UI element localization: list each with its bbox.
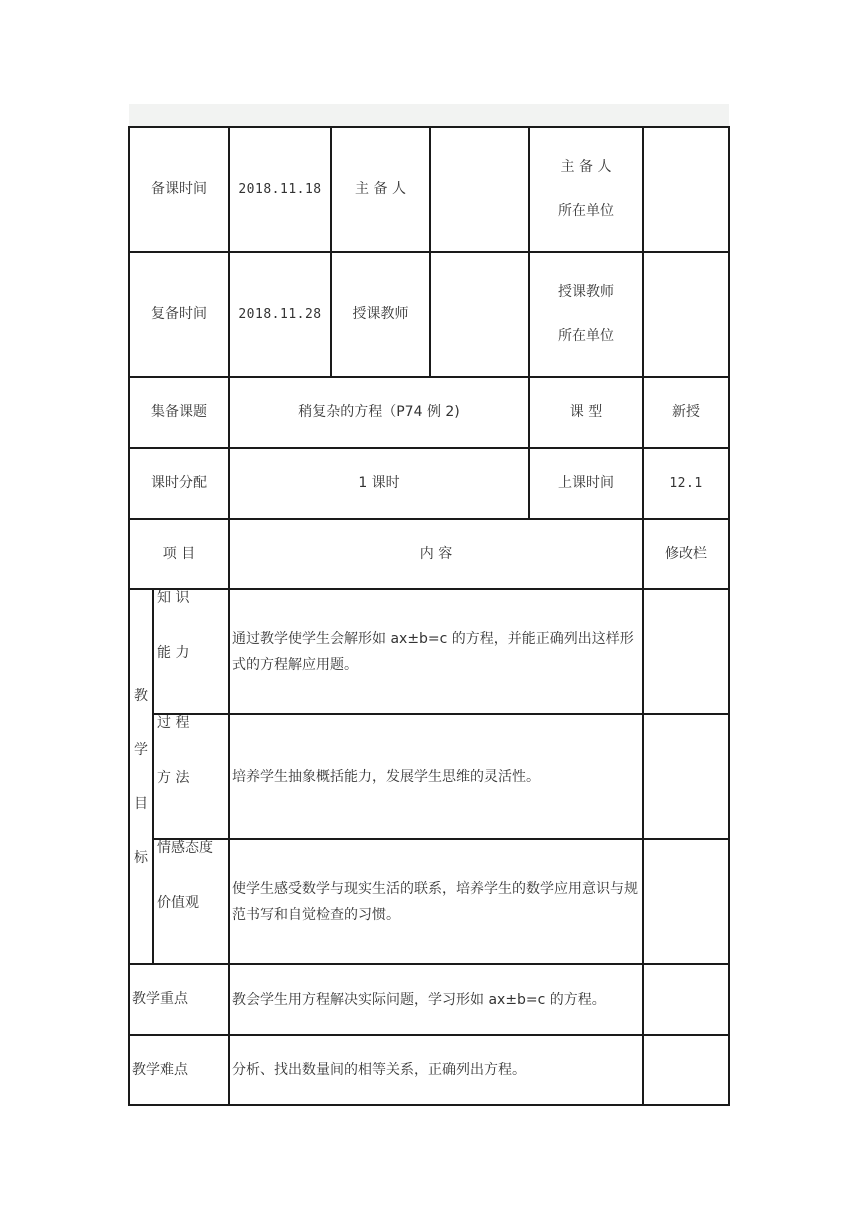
table-rule — [129, 1104, 729, 1106]
review-time-value: 2018.11.28 — [238, 306, 322, 322]
objective-process-revision — [644, 715, 728, 838]
difficulty-value: 分析、找出数量间的相等关系，正确列出方程。 — [232, 1062, 526, 1078]
review-time-label: 复备时间 — [151, 306, 207, 323]
objective-label-line: 过 程 — [157, 715, 190, 731]
objective-knowledge-content: 通过教学使学生会解形如 ax±b=c 的方程，并能正确列出这样形式的方程解应用题。 — [232, 630, 634, 673]
objectives-label-char: 教 — [134, 687, 148, 704]
key-point-value: 教会学生用方程解决实际问题，学习形如 ax±b=c 的方程。 — [232, 991, 606, 1008]
difficulty-revision — [644, 1036, 728, 1104]
difficulty-label: 教学难点 — [132, 1061, 188, 1078]
teacher-unit-value — [644, 253, 728, 376]
objective-process-content: 培养学生抽象概括能力，发展学生思维的灵活性。 — [232, 768, 540, 785]
period-value: 1 课时 — [358, 475, 400, 492]
teacher-label: 授课教师 — [352, 306, 409, 323]
objective-attitude-label — [154, 840, 228, 963]
key-point-label: 教学重点 — [132, 991, 188, 1008]
objectives-label-char: 目 — [134, 795, 148, 812]
objectives-label-char: 标 — [134, 849, 148, 866]
main-preparer-unit-label — [530, 128, 642, 251]
objective-label-line: 能 力 — [157, 644, 190, 661]
lesson-type-value: 新授 — [672, 404, 700, 421]
header-item: 项 目 — [162, 545, 196, 562]
key-point-revision — [644, 965, 728, 1034]
prep-time-label: 备课时间 — [151, 181, 207, 198]
teacher-unit-label — [530, 253, 642, 376]
objective-label-line: 价值观 — [157, 894, 199, 911]
objective-label-line: 情感态度 — [157, 840, 213, 856]
objectives-label-char: 学 — [134, 741, 148, 758]
objective-attitude-content: 使学生感受数学与现实生活的联系，培养学生的数学应用意识与规范书写和自觉检查的习惯。 — [232, 880, 638, 923]
class-time-label: 上课时间 — [558, 475, 614, 492]
unit-label-line: 所在单位 — [558, 328, 614, 344]
objectives-label — [130, 590, 152, 963]
objective-knowledge-revision — [644, 590, 728, 713]
objective-process-label — [154, 715, 228, 838]
class-time-value: 12.1 — [669, 475, 703, 491]
topic-label: 集备课题 — [151, 404, 207, 421]
prep-time-value: 2018.11.18 — [238, 181, 322, 197]
teacher-value — [431, 253, 528, 376]
unit-label-line: 授课教师 — [558, 284, 614, 301]
header-content: 内 容 — [419, 545, 453, 562]
unit-label-line: 所在单位 — [558, 203, 614, 219]
unit-label-line: 主 备 人 — [560, 159, 612, 176]
main-preparer-value — [431, 128, 528, 251]
objective-label-line: 知 识 — [157, 590, 190, 606]
table-rule — [728, 126, 730, 1106]
objective-attitude-revision — [644, 840, 728, 963]
header-revision: 修改栏 — [665, 545, 707, 562]
topic-value: 稍复杂的方程（P74 例 2) — [298, 404, 460, 421]
lesson-type-label: 课 型 — [569, 404, 603, 421]
objective-knowledge-label — [154, 590, 228, 713]
main-preparer-unit-value — [644, 128, 728, 251]
objective-label-line: 方 法 — [157, 769, 190, 786]
period-label: 课时分配 — [151, 475, 207, 492]
main-preparer-label: 主 备 人 — [355, 181, 406, 198]
